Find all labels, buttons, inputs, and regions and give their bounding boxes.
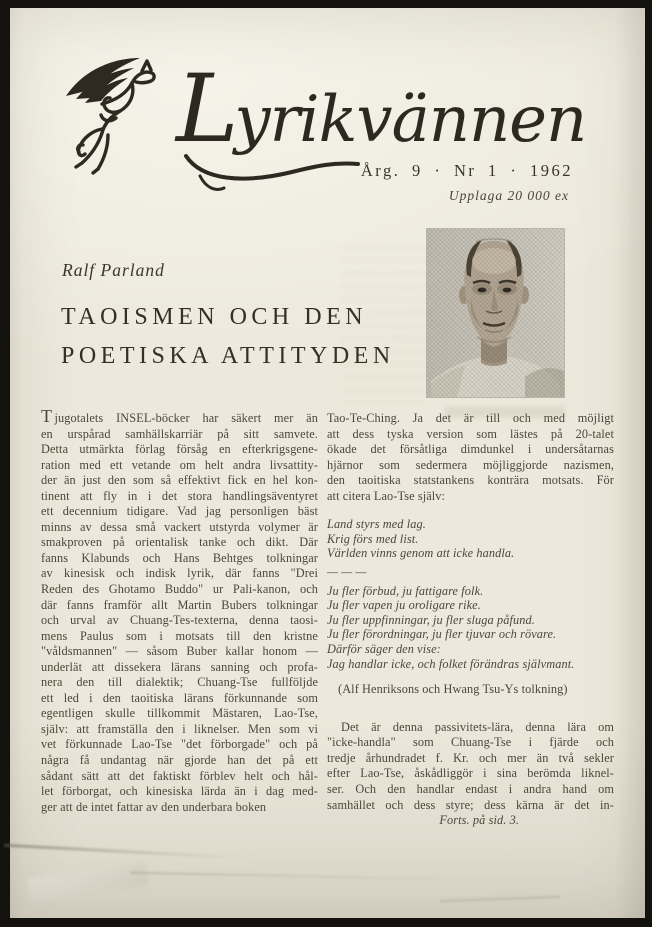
text-line: underlät att dissekera lärans sanning och profa- <box>41 659 318 674</box>
text-line: Ju fler förbud, ju fattigare folk. <box>327 583 484 598</box>
text-line: ger att de intet fattar av den underbara boken <box>41 799 267 814</box>
text-line: let förborgat, och kinesiska lärda än i dag med- <box>41 784 318 799</box>
text-line: nera den till dialektik; Chuang-Tse fullföljde <box>41 675 318 690</box>
paper-crease <box>130 872 550 883</box>
text-line: ration med ett vetande om helt andra livsattity- <box>41 457 318 472</box>
text-line: där fanns framför allt Martin Bubers tolkningar <box>41 597 318 612</box>
text-line: Ju fler förordningar, ju fler tjuvar och rövare. <box>327 627 557 642</box>
text-line: ökade det försåtliga dimdunkel i undersåtarnas <box>327 442 614 457</box>
text-line: mens Paulus som i motsats till den kristne <box>41 628 318 643</box>
text-line: att citera Lao-Tse själv: <box>327 488 446 503</box>
text-line: hjärnor som sedermera möjliggjorde nazismen, <box>327 457 614 472</box>
text-line: vet förkunnade Lao-Tse "det förborgade" och på <box>41 737 318 752</box>
text-line: tredje århundradet f. Kr. och mer än två sekler <box>327 750 614 765</box>
text-line: Ju fler uppfinningar, ju fler sluga påfund. <box>327 612 535 627</box>
text-line: Det är denna passivitets-lära, denna lära om <box>341 719 614 734</box>
text-line: "icke-handla" som Chuang-Tse i fjärde och <box>327 735 614 750</box>
text-line: tinent att fly in i det stora handlingsäventyret <box>41 488 318 503</box>
text-line: ett decennium tidigare. Vad jag personligen bäst <box>41 504 318 519</box>
edition-info: Upplaga 20 000 ex <box>448 188 569 203</box>
text-line: Land styrs med lag. <box>327 517 426 532</box>
text-line: fanns Klabunds och Hans Behtges tolkningar <box>41 550 318 565</box>
text-line: och urval av Chuang-Tes-texterna, denna taosi- <box>41 613 318 628</box>
text-line: den taoitiska statstankens konträra motsats. För <box>327 473 614 488</box>
text-line: några få undantag när gjorde han det på ett <box>41 753 318 768</box>
text-line: en urspårad samhällskarriär på sitt samvete. <box>41 426 318 441</box>
text-line: själv: att framställa den i liknelser. Men som vi <box>41 721 318 736</box>
paper-crease <box>4 844 244 860</box>
portrait-photo <box>427 229 564 397</box>
text-line: Krig förs med list. <box>327 531 419 546</box>
author-name: Ralf Parland <box>62 260 165 280</box>
pegasus-logo-icon <box>56 48 182 178</box>
text-column-right <box>327 411 614 828</box>
text-line: smakproven på orientalisk tanke och dikt. Där <box>41 535 318 550</box>
text-line: Forts. på sid. 3. <box>439 813 519 828</box>
wordmark-swash-icon <box>182 150 362 198</box>
text-line: samhället och dess styre; dess kärna är det in- <box>327 797 614 812</box>
text-line: — — — <box>327 565 367 580</box>
article-title <box>61 298 395 376</box>
masthead-title: Lyrikvännen <box>176 55 587 164</box>
magazine-page <box>10 8 645 918</box>
issue-info: Årg. 9 · Nr 1 · 1962 <box>360 161 573 180</box>
text-line: sådant sätt att det faktiskt förblev helt och hål- <box>41 768 318 783</box>
text-line: (Alf Henriksons och Hwang Tsu-Ys tolkning) <box>338 682 568 697</box>
text-line: Världen vinns genom att icke handla. <box>327 546 515 561</box>
text-line: ett led i den taoitiska lärans förkunnande som <box>41 690 318 705</box>
text-line: minns av dessa små vackert utstyrda volymer är <box>41 519 318 534</box>
text-line: Tjugotalets INSEL-böcker har säkert mer än <box>41 406 318 426</box>
text-line: "våldsmannen" — såsom Buber kallar honom — <box>41 644 318 659</box>
text-line: Tao-Te-Ching. Ja det är till och med möjligt <box>327 411 614 425</box>
text-line: ser. Och den handlar endast i andra hand om <box>327 781 614 796</box>
article-body <box>41 406 614 828</box>
text-line: Jag handlar icke, och folket förändras självmant. <box>327 656 575 671</box>
text-line: efter Lao-Tse, åskådliggör i sina berömda liknel- <box>327 766 614 781</box>
text-line: av kinesisk och indisk lyrik, där fanns "Drei <box>41 566 318 581</box>
article-title-line1: TAOISMEN OCH DEN <box>61 304 368 330</box>
text-line: egentligen skulle tillkommit Mästaren, Lao-Tse, <box>41 706 318 721</box>
text-line: att dess tyska version som lästes på 20-talet <box>327 426 614 441</box>
text-line: Ju fler vapen ju oroligare rike. <box>327 598 481 613</box>
text-column-left <box>41 406 318 828</box>
text-line: Reden des Ghotamo Buddo" ur Pali-kanon, och <box>41 582 318 597</box>
text-line: Därför säger den vise: <box>327 642 441 657</box>
paper-crease <box>27 862 149 902</box>
article-title-line2: POETISKA ATTITYDEN <box>61 343 395 369</box>
paper-crease <box>440 896 560 902</box>
text-line: der än just den som så effektivt fick en hel kon- <box>41 473 318 488</box>
text-line: Detta utmärkta förlag försåg en efterkrigsgene- <box>41 442 318 457</box>
